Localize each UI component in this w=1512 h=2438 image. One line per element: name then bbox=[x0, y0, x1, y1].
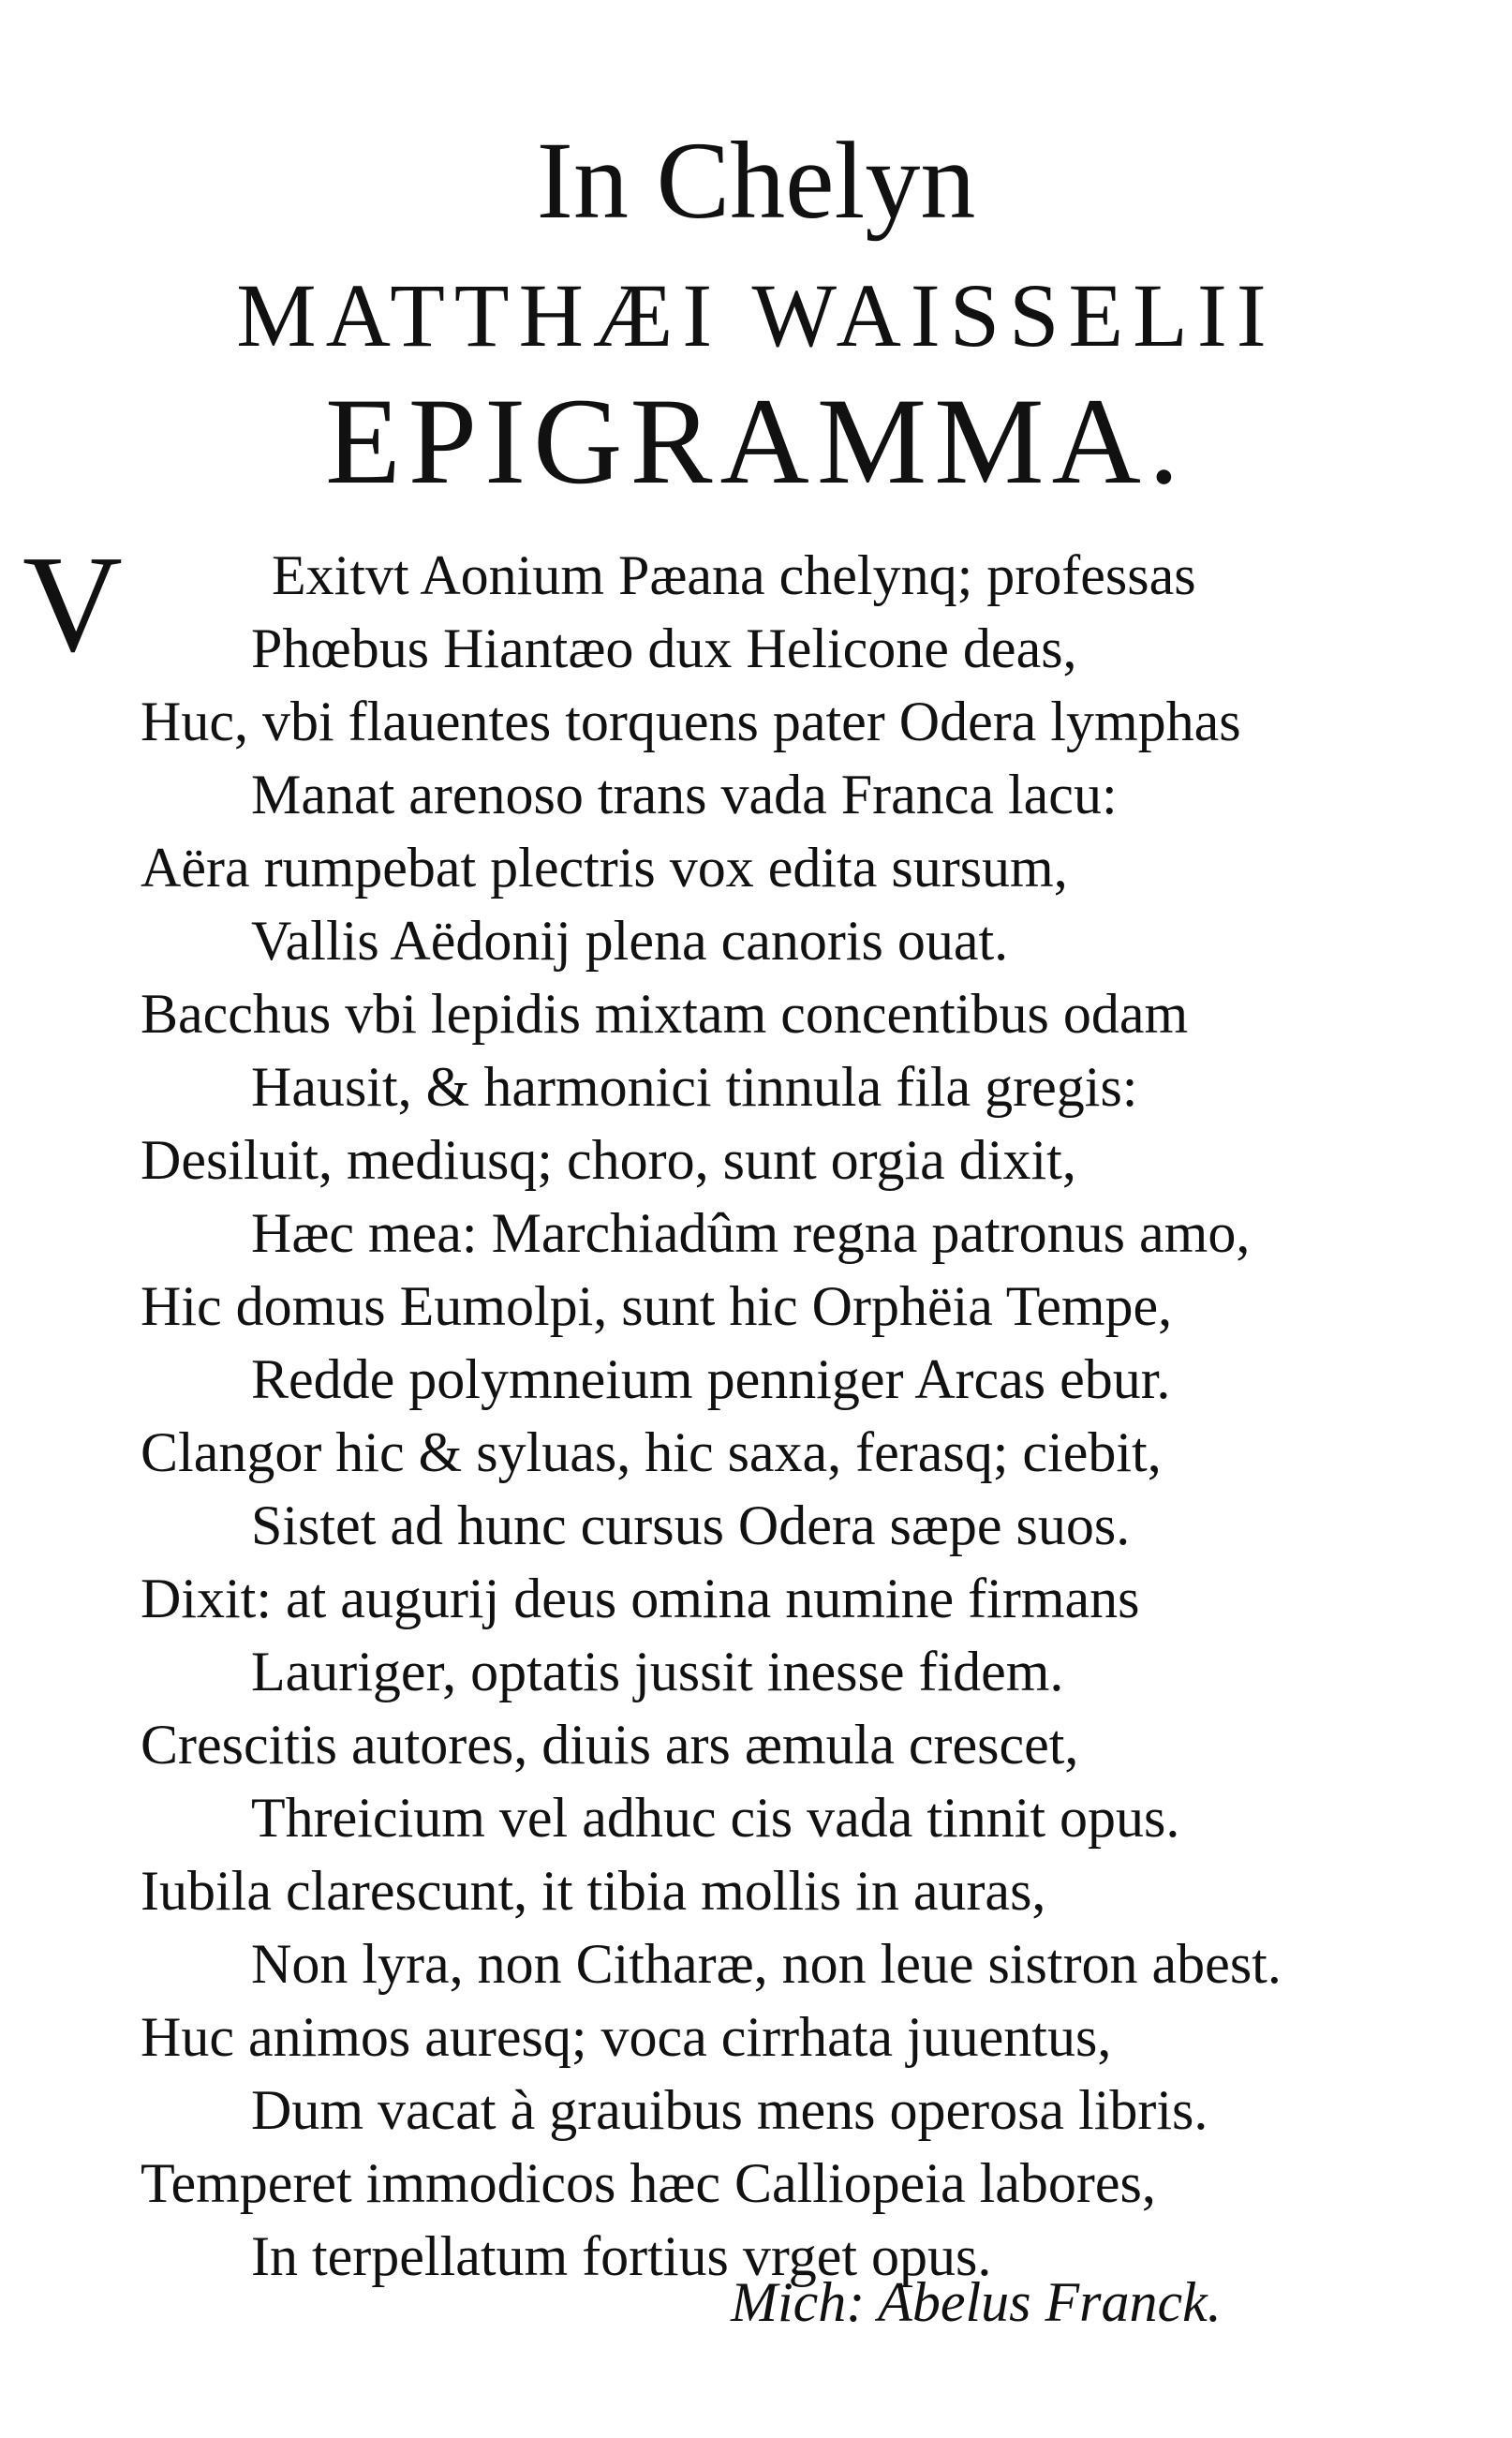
poem-line: Clangor hic & syluas, hic saxa, ferasq; ciebit, bbox=[141, 1421, 1162, 1483]
poem-line: Temperet immodicos hæc Calliopeia labores, bbox=[141, 2152, 1156, 2214]
title-line-2: MATTHÆI WAISSELII bbox=[236, 265, 1276, 365]
poem-line: Hausit, & harmonici tinnula fila gregis: bbox=[251, 1056, 1138, 1118]
poem-line: Dum vacat à grauibus mens operosa libris. bbox=[251, 2079, 1208, 2141]
poem-line: Manat arenoso trans vada Franca lacu: bbox=[251, 764, 1118, 825]
poem-line: Lauriger, optatis jussit inesse fidem. bbox=[251, 1641, 1064, 1702]
poem-line: Redde polymneium penniger Arcas ebur. bbox=[251, 1348, 1171, 1410]
poem-line: Hæc mea: Marchiadûm regna patronus amo, bbox=[251, 1202, 1251, 1264]
signature: Mich: Abelus Franck. bbox=[731, 2271, 1222, 2333]
poem-line: Vallis Aëdonij plena canoris ouat. bbox=[251, 910, 1009, 972]
poem-line: Bacchus vbi lepidis mixtam concentibus odam bbox=[141, 983, 1189, 1045]
poem-line: Exitvt Aonium Pæana chelynq; professas bbox=[272, 544, 1196, 606]
poem-line: Desiluit, mediusq; choro, sunt orgia dixit, bbox=[141, 1129, 1076, 1191]
poem-line: Dixit: at augurij deus omina numine firmans bbox=[141, 1568, 1140, 1629]
poem-line: Huc, vbi flauentes torquens pater Odera lymphas bbox=[141, 691, 1241, 752]
poem-line: Hic domus Eumolpi, sunt hic Orphëia Tempe, bbox=[141, 1275, 1173, 1337]
poem-line: Aëra rumpebat plectris vox edita sursum, bbox=[141, 837, 1068, 899]
poem-line: Iubila clarescunt, it tibia mollis in auras, bbox=[141, 1860, 1046, 1922]
poem-line: Huc animos auresq; voca cirrhata juuentus, bbox=[141, 2006, 1112, 2068]
poem-line: Sistet ad hunc cursus Odera sæpe suos. bbox=[251, 1494, 1131, 1556]
poem-line: In terpellatum fortius vrget opus. bbox=[251, 2225, 992, 2287]
poem-line: Non lyra, non Citharæ, non leue sistron abest. bbox=[251, 1933, 1282, 1995]
poem-body bbox=[141, 539, 1386, 2293]
poem-line: Crescitis autores, diuis ars æmula crescet, bbox=[141, 1714, 1079, 1776]
title-line-1: In Chelyn bbox=[536, 119, 976, 242]
poem-line: Phœbus Hiantæo dux Helicone deas, bbox=[251, 617, 1077, 679]
poem-line: Threicium vel adhuc cis vada tinnit opus. bbox=[251, 1787, 1180, 1849]
title-line-3: EPIGRAMMA. bbox=[325, 372, 1187, 510]
drop-cap: V bbox=[22, 528, 123, 681]
